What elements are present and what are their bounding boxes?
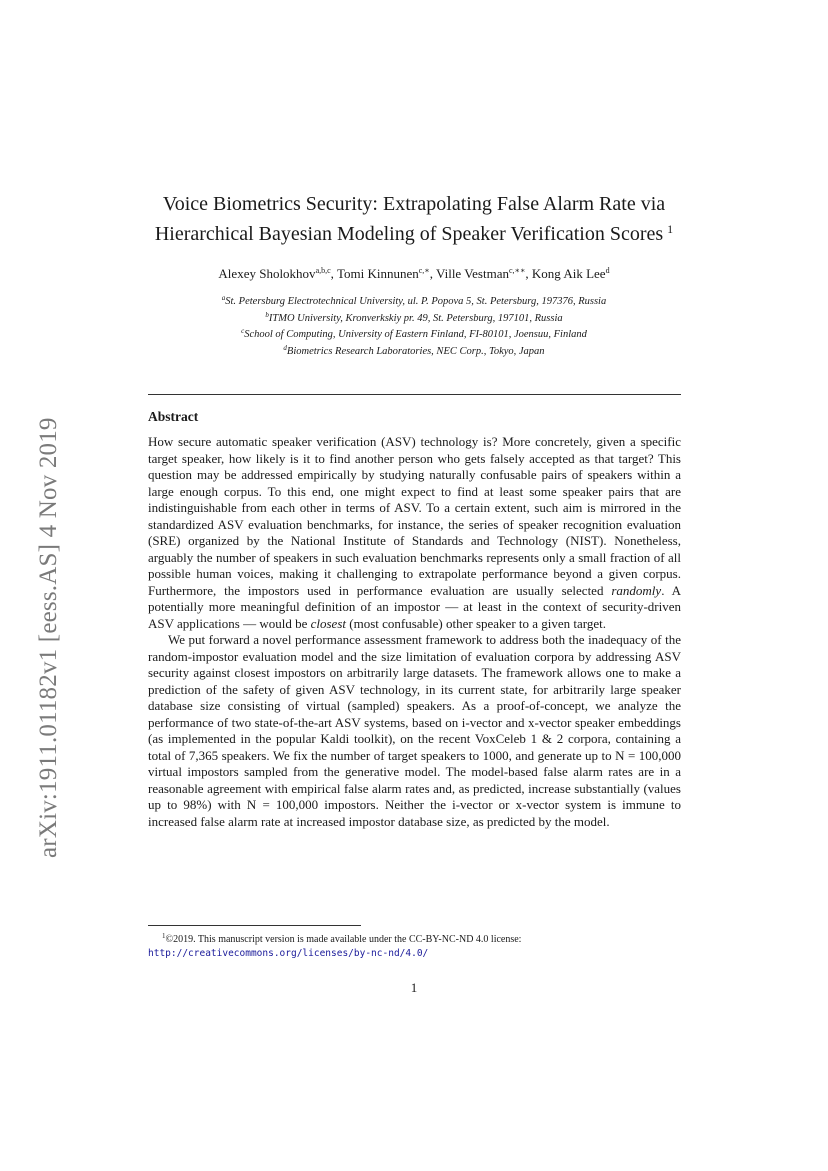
author-affiliation-marks: c,∗ — [418, 266, 430, 275]
title-line-1: Voice Biometrics Security: Extrapolating False Alarm Rate via — [162, 193, 666, 215]
title-footnote-mark: 1 — [667, 222, 674, 236]
affiliation-item — [130, 292, 698, 309]
affiliation-item — [130, 325, 698, 342]
affiliation-text: ITMO University, Kronverkskiy pr. 49, St. Petersburg, 197101, Russia — [268, 312, 563, 324]
abstract-heading: Abstract — [148, 409, 199, 424]
license-url-link[interactable]: http://creativecommons.org/licenses/by-nc-nd/4.0/ — [148, 947, 429, 959]
title-line-2 — [130, 217, 698, 247]
author-list — [130, 263, 698, 282]
author-name: Ville Vestman — [435, 266, 509, 281]
affiliation-list — [130, 292, 698, 358]
paper-title — [130, 192, 698, 247]
author-name: Tomi Kinnunen — [336, 266, 419, 281]
abstract-paragraph-2: We put forward a novel performance assessment framework to address both the inadequacy of the random-impostor evaluation model and the size limitation of evaluation corpora by addressing ASV security against closest impostors on arbitrarily large datasets. The framework allows one to make a prediction of the safety of given ASV technology, in its current state, for arbitrarily large speaker database size consisting of virtual (sampled) speakers. As a proof-of-concept, we analyze the performance of two state-of-the-art ASV systems, based on i-vector and x-vector speaker embeddings (as implemented in the popular Kaldi toolkit), on the recent VoxCeleb 1 & 2 corpora, containing a total of 7,365 speakers. We fix the number of target speakers to 1000, and generate up to N = 100,000 virtual impostors sampled from the generative model. The model-based false alarm rates are in a reasonable agreement with empirical false alarm rates and, as predicted, increase substantially (values up to 98%) with N = 100,000 impostors. Neither the i-vector or x-vector system is immune to increased false alarm rate at increased impostor database size, as predicted by the model. — [148, 632, 681, 829]
affiliation-mark: b — [265, 310, 269, 319]
author-affiliation-marks: c,∗∗ — [508, 266, 526, 275]
author-name: Kong Aik Lee — [531, 266, 606, 281]
author-separator: , — [330, 266, 337, 281]
abstract-p1-text-c: (most confusable) other speaker to a given target. — [346, 615, 607, 631]
author-separator: , — [525, 266, 532, 281]
abstract-body — [148, 434, 681, 830]
abstract-top-rule — [148, 394, 681, 395]
abstract-p1-text-a: How secure automatic speaker verification (ASV) technology is? More concretely, given a specific target speaker, how likely is it to find another person who gets falsely accepted as that target? This question may be addressed empirically by studying naturally confusable pairs of speakers within a large enough corpus. To this end, one might expect to find at least some speaker pairs that are indistinguishable from each other in terms of ASV. To a certain extent, such aim is mirrored in the standardized ASV evaluation benchmarks, for instance, the series of speaker recognition evaluation (SRE) organized by the National Institute of Standards and Technology (NIST). Nonetheless, arguably the number of speakers in such evaluation benchmarks represents only a small fraction of all possible human voices, making it challenging to extrapolate performance beyond a given corpus. Furthermore, the impostors used in performance evaluation are usually selected — [148, 434, 681, 598]
title-line-2-text: Hierarchical Bayesian Modeling of Speaker Verification Scores — [154, 223, 664, 245]
affiliation-mark: d — [283, 343, 287, 352]
abstract-paragraph-1 — [148, 434, 681, 632]
footnote-mark: 1 — [162, 932, 166, 940]
abstract-p1-text-b: . A potentially more meaningful definition of an impostor — at least in the context of security-driven ASV applications — would be — [148, 582, 681, 631]
affiliation-item — [130, 309, 698, 326]
abstract-p1-emphasis-closest: closest — [310, 615, 346, 631]
footnote-rule — [148, 925, 361, 926]
license-footnote — [148, 930, 681, 960]
footnote-text: ©2019. This manuscript version is made available under the CC-BY-NC-ND 4.0 license: — [165, 934, 522, 945]
author-affiliation-marks: d — [605, 266, 610, 275]
affiliation-text: School of Computing, University of Eastern Finland, FI-80101, Joensuu, Finland — [244, 329, 587, 340]
affiliation-item — [130, 342, 698, 359]
author-name: Alexey Sholokhov — [218, 266, 316, 281]
page-number: 1 — [410, 980, 418, 995]
affiliation-mark: c — [241, 327, 245, 335]
affiliation-text: Biometrics Research Laboratories, NEC Corp., Tokyo, Japan — [286, 345, 545, 357]
author-separator: , — [429, 266, 436, 281]
author-affiliation-marks: a,b,c — [315, 266, 331, 275]
abstract-p1-emphasis-randomly: randomly — [611, 582, 662, 598]
arxiv-identifier-stamp: arXiv:1911.01182v1 [eess.AS] 4 Nov 2019 — [35, 417, 62, 858]
affiliation-mark: a — [221, 294, 226, 302]
affiliation-text: St. Petersburg Electrotechnical University, ul. P. Popova 5, St. Petersburg, 197376, Russia — [225, 296, 607, 307]
footnote-line — [148, 930, 681, 947]
